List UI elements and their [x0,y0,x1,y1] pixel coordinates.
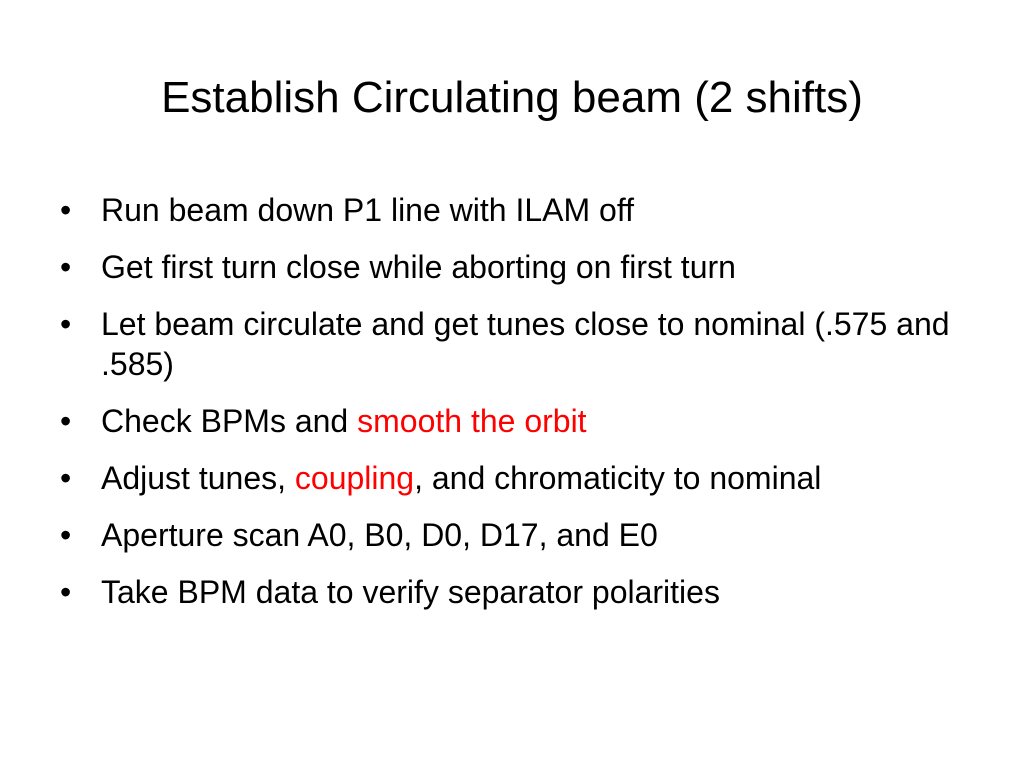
highlighted-text: coupling [294,460,415,496]
slide-title: Establish Circulating beam (2 shifts) [161,73,863,122]
bullet-dot-icon: • [60,460,72,496]
bullet-text: Run beam down P1 line with ILAM off [101,192,635,228]
highlighted-text: smooth the orbit [357,403,587,439]
bullet-dot-icon: • [60,306,72,342]
bullet-text-tail: , and chromaticity to nominal [414,460,822,496]
bullet-text: Get first turn close while aborting on first turn [101,249,736,285]
bullet-item-aperture-scan [60,515,960,555]
bullet-text: Adjust tunes, [101,460,295,496]
bullet-dot-icon: • [60,517,72,553]
bullet-item-circulate [60,304,960,384]
bullet-text: Take BPM data to verify separator polarities [101,574,720,610]
bullet-list [60,190,960,629]
bullet-item-bpm-data [60,572,960,612]
bullet-text: Let beam circulate and get tunes close to nominal (.575 and .585) [101,306,950,382]
bullet-dot-icon: • [60,192,72,228]
bullet-dot-icon: • [60,574,72,610]
bullet-dot-icon: • [60,403,72,439]
bullet-item-adjust-tunes [60,458,960,498]
bullet-text: Check BPMs and [101,403,358,439]
bullet-item-run-beam [60,190,960,230]
bullet-dot-icon: • [60,249,72,285]
bullet-item-first-turn [60,247,960,287]
bullet-item-check-bpms [60,401,960,441]
bullet-text: Aperture scan A0, B0, D0, D17, and E0 [101,517,658,553]
